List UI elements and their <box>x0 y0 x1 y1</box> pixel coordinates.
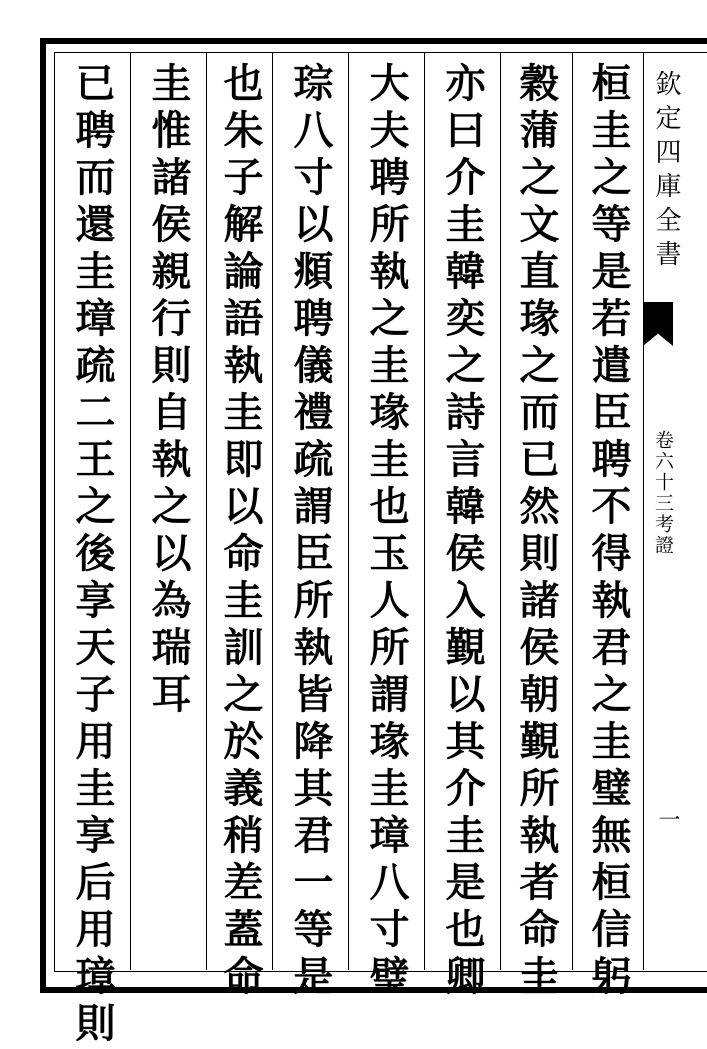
column-text: 桓圭之等是若遣臣聘不得執君之圭璧無桓信躬 <box>585 62 632 1002</box>
column-divider <box>424 52 425 970</box>
column-divider <box>348 52 349 970</box>
text-column-3 <box>433 62 491 1002</box>
volume-label: 卷六十三考證 <box>652 430 674 556</box>
text-column-8 <box>63 62 121 1049</box>
column-text: 也朱子解論語執圭即以命圭訓之於義稍差蓋命 <box>217 62 264 1002</box>
text-column-5 <box>281 62 339 1002</box>
column-divider <box>272 52 273 970</box>
text-column-6 <box>211 62 269 1002</box>
text-column-7 <box>139 62 197 720</box>
text-column-2 <box>507 62 565 1002</box>
column-text: 琮八寸以頫聘儀禮疏謂臣所執皆降其君一等是 <box>287 62 334 1002</box>
column-text: 大夫聘所執之圭瑑圭也玉人所謂瑑圭璋八寸璧 <box>363 62 410 1002</box>
column-divider <box>206 52 207 970</box>
column-divider <box>130 52 131 970</box>
text-column-4 <box>357 62 415 1002</box>
text-column-1 <box>579 62 637 1002</box>
column-text: 穀蒲之文直瑑之而已然則諸侯朝覲所執者命圭 <box>513 62 560 1002</box>
column-divider <box>572 52 573 970</box>
column-text: 已聘而還圭璋疏二王之後享天子用圭享后用璋則 <box>69 62 116 1049</box>
column-text: 圭惟諸侯親行則自執之以為瑞耳 <box>145 62 192 720</box>
page-number: 一 <box>655 808 680 830</box>
book-title: 欽定四庫全書 <box>651 70 681 274</box>
column-text: 亦曰介圭韓奕之詩言韓侯入覲以其介圭是也卿 <box>439 62 486 1002</box>
column-divider <box>500 52 501 970</box>
